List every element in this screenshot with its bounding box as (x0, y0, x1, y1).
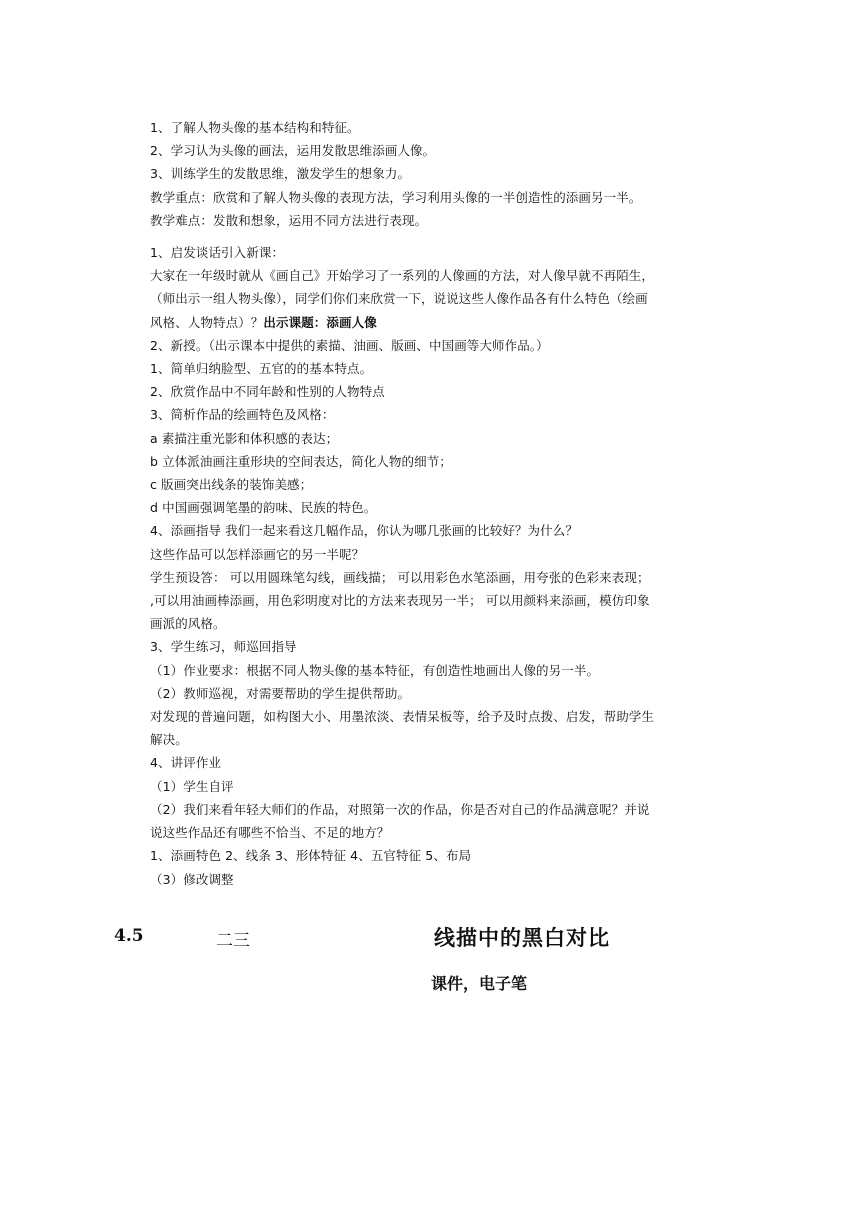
process-line: （2）教师巡视，对需要帮助的学生提供帮助。 (150, 685, 411, 701)
process-line: b 立体派油画注重形块的空间表达，简化人物的细节； (150, 453, 452, 469)
lesson-topic: 出示课题：添画人像 (263, 314, 377, 330)
process-line: （1）学生自评 (150, 778, 234, 794)
process-line: a 素描注重光影和体积感的表达； (150, 430, 339, 446)
process-line: c 版画突出线条的装饰美感； (150, 477, 313, 493)
process-line: 对发现的普遍问题，如构图大小、用墨浓淡、表情呆板等，给予及时点拨、启发，帮助学生 (150, 709, 655, 725)
process-line: 1、启发谈话引入新课： (150, 245, 285, 261)
process-line: （1）作业要求：根据不同人物头像的基本特征，有创造性地画出人像的另一半。 (150, 662, 600, 678)
lesson-date: 4.5 (114, 926, 144, 946)
goal-line-3: 3、训练学生的发散思维，激发学生的想象力。 (150, 166, 411, 182)
process-line-with-topic (150, 311, 680, 334)
process-line: 大家在一年级时就从《画自己》开始学习了一系列的人像画的方法，对人像早就不再陌生， (150, 268, 655, 284)
lesson-body (150, 116, 680, 891)
process-line: 学生预设答： 可以用圆珠笔勾线，画线描； 可以用彩色水笔添画，用夸张的色彩来表现； (150, 569, 650, 585)
process-line: 这些作品可以怎样添画它的另一半呢？ (150, 546, 365, 562)
goal-line-1: 1、了解人物头像的基本结构和特征。 (150, 120, 360, 135)
process-line: （2）我们来看年轻大师们的作品，对照第一次的作品，你是否对自己的作品满意呢？并说 (150, 801, 650, 817)
process-line: 1、添画特色 2、线条 3、形体特征 4、五官特征 5、布局 (150, 848, 472, 864)
section-gap (150, 232, 680, 241)
process-line: 画派的风格。 (150, 616, 226, 632)
lesson-grade: 二三 (216, 931, 250, 951)
process-line: （3）修改调整 (150, 871, 234, 887)
difficulty-line: 教学难点：发散和想象，运用不同方法进行表现。 (150, 212, 428, 228)
process-line: 3、学生练习，师巡回指导 (150, 639, 297, 655)
lesson-title: 线描中的黑白对比 (434, 926, 610, 950)
process-line: ,可以用油画棒添画，用色彩明度对比的方法来表现另一半； 可以用颜料来添画，模仿印象 (150, 593, 650, 609)
process-line: 4、添画指导 我们一起来看这几幅作品，你认为哪几张画的比较好？为什么？ (150, 523, 578, 539)
process-line: 说这些作品还有哪些不恰当、不足的地方？ (150, 825, 390, 841)
process-line: 4、讲评作业 (150, 755, 222, 771)
process-line: （师出示一组人物头像），同学们你们来欣赏一下，说说这些人像作品各有什么特色（绘画 (150, 291, 648, 307)
process-line: 1、简单归纳脸型、五官的的基本特点。 (150, 361, 373, 377)
process-line: 3、简析作品的绘画特色及风格： (150, 407, 335, 423)
process-line: 2、欣赏作品中不同年龄和性别的人物特点 (150, 384, 385, 400)
process-text: 风格、人物特点）？ (150, 314, 264, 330)
lesson-materials: 课件，电子笔 (431, 974, 528, 993)
goal-line-2: 2、学习认为头像的画法，运用发散思维添画人像。 (150, 143, 436, 159)
process-line: 2、新授。（出示课本中提供的素描、油画、版画、中国画等大师作品。） (150, 337, 549, 353)
process-line: 解决。 (150, 732, 188, 748)
key-point-line: 教学重点：欣赏和了解人物头像的表现方法，学习利用头像的一半创造性的添画另一半。 (150, 189, 642, 205)
process-line: d 中国画强调笔墨的韵味、民族的特色。 (150, 500, 377, 516)
